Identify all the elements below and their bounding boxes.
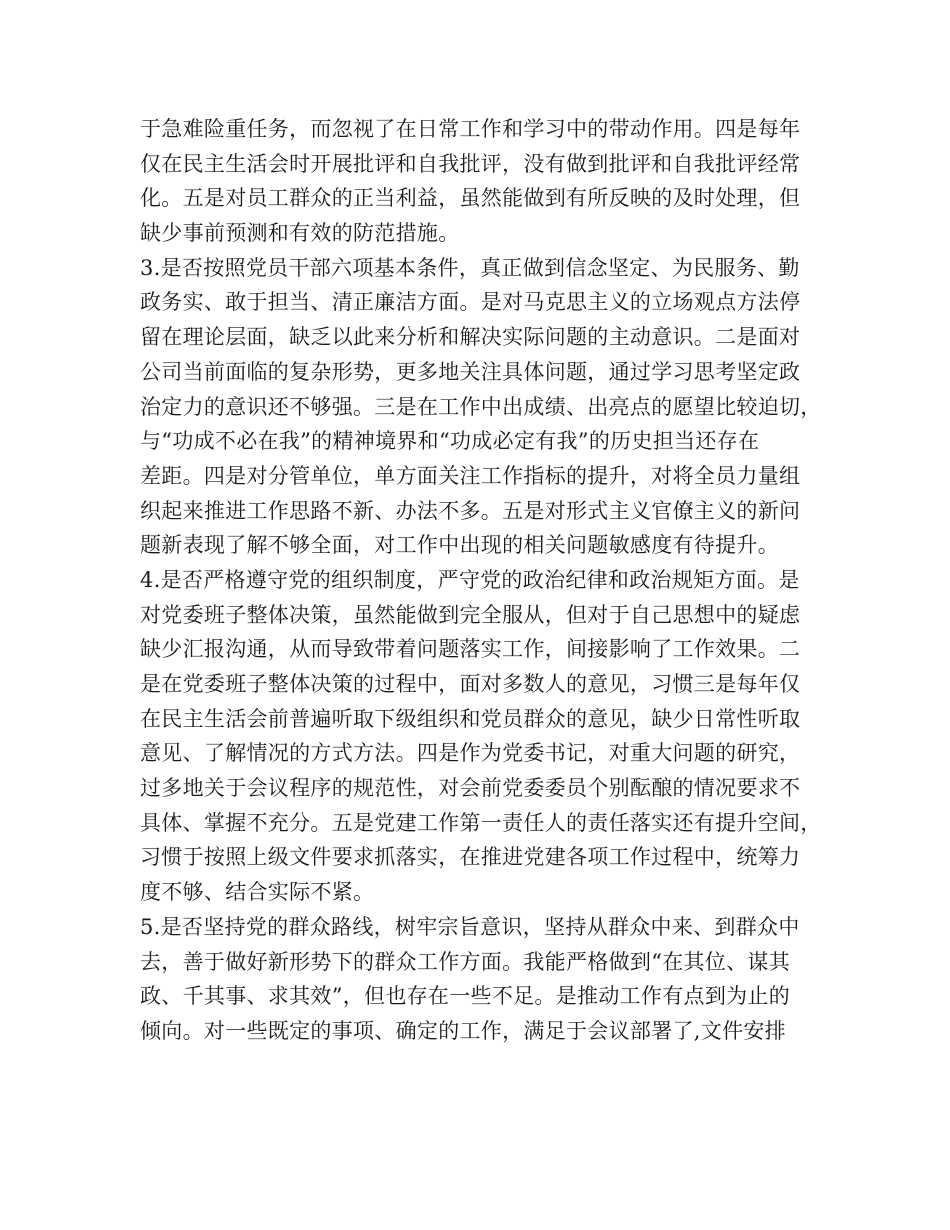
text-line: 治定力的意识还不够强。三是在工作中出成绩、出亮点的愿望比较迫切，: [140, 394, 822, 419]
text-line: 题新表现了解不够全面，对工作中出现的相关问题敏感度有待提升。: [140, 533, 779, 558]
text-line: 于急难险重任务，而忽视了在日常工作和学习中的带动作用。四是每年: [140, 117, 801, 141]
text-line: 织起来推进工作思路不新、办法不多。五是对形式主义官僚主义的新问: [140, 498, 801, 523]
text-line: 度不够、结合实际不紧。: [140, 880, 375, 905]
text-line: 3.是否按照党员干部六项基本条件，真正做到信念坚定、为民服务、勤: [140, 255, 800, 280]
text-line: 意见、了解情况的方式方法。四是作为党委书记，对重大问题的研究，: [140, 741, 801, 766]
text-line: 政、千其事、求其效”，但也存在一些不足。是推动工作有点到为止的: [140, 984, 791, 1009]
text-line: 去，善于做好新形势下的群众工作方面。我能严格做到“在其位、谋其: [140, 949, 791, 974]
text-line: 在民主生活会前普遍听取下级组织和党员群众的意见，缺少日常性听取: [140, 706, 801, 731]
text-line: 习惯于按照上级文件要求抓落实，在推进党建各项工作过程中，统筹力: [140, 845, 801, 870]
text-line: 化。五是对员工群众的正当利益，虽然能做到有所反映的及时处理，但: [140, 186, 801, 211]
text-line: 4.是否严格遵守党的组织制度，严守党的政治纪律和政治规矩方面。是: [140, 567, 800, 592]
document-body: [140, 112, 830, 1049]
text-line: 过多地关于会议程序的规范性，对会前党委委员个别酝酿的情况要求不: [140, 776, 801, 801]
text-line: 具体、掌握不充分。五是党建工作第一责任人的责任落实还有提升空间，: [140, 810, 822, 835]
text-line: 缺少汇报沟通，从而导致带着问题落实工作，间接影响了工作效果。二: [140, 637, 801, 662]
text-line: 仅在民主生活会时开展批评和自我批评，没有做到批评和自我批评经常: [140, 151, 801, 176]
text-line: 对党委班子整体决策，虽然能做到完全服从，但对于自己思想中的疑虑: [140, 602, 801, 627]
text-line: 公司当前面临的复杂形势，更多地关注具体问题，通过学习思考坚定政: [140, 359, 801, 384]
text-line: 5.是否坚持党的群众路线，树牢宗旨意识，坚持从群众中来、到群众中: [140, 914, 800, 939]
text-line: 倾向。对一些既定的事项、确定的工作，满足于会议部署了,文件安排: [140, 1018, 786, 1043]
text-line: 留在理论层面，缺乏以此来分析和解决实际问题的主动意识。二是面对: [140, 325, 801, 350]
text-line: 与“功成不必在我”的精神境界和“功成必定有我”的历史担当还存在: [140, 429, 760, 454]
text-line: 缺少事前预测和有效的防范措施。: [140, 221, 460, 246]
text-line: 差距。四是对分管单位，单方面关注工作指标的提升，对将全员力量组: [140, 463, 801, 488]
text-line: 是在党委班子整体决策的过程中，面对多数人的意见，习惯三是每年仅: [140, 672, 801, 696]
text-line: 政务实、敢于担当、清正廉洁方面。是对马克思主义的立场观点方法停: [140, 290, 801, 315]
